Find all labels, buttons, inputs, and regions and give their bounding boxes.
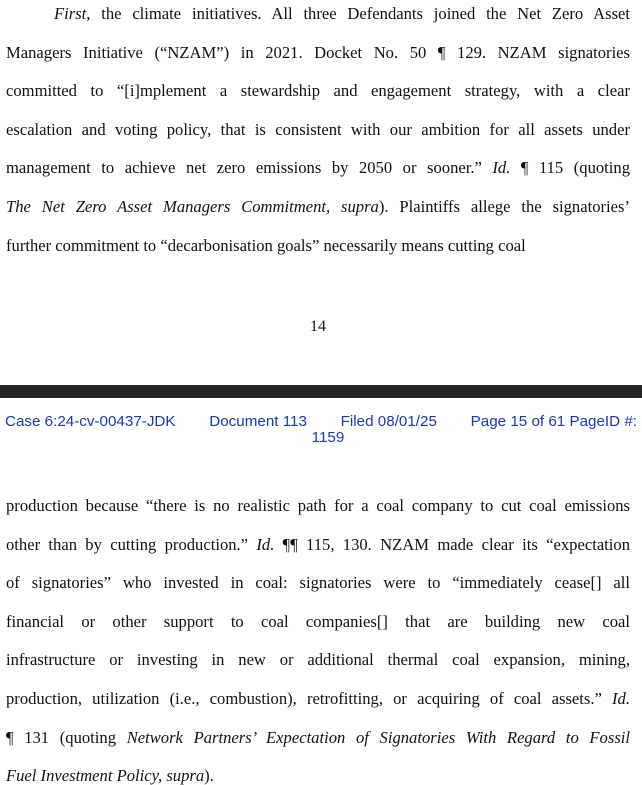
page-info: Page 15 of 61 PageID #: xyxy=(470,413,637,430)
text-line xyxy=(6,81,630,120)
text-segment: infrastructure or investing in new or additional thermal coal expansion, mining, xyxy=(6,650,630,670)
text-segment: ). xyxy=(204,766,214,785)
text-segment: escalation and voting policy, that is consistent with our ambition for all assets under xyxy=(6,119,630,139)
text-line xyxy=(6,689,630,728)
text-segment: ¶ 131 (quoting xyxy=(6,727,127,747)
text-segment: of signatories” who invested in coal: signatories were to “immediately cease[] all xyxy=(6,573,630,593)
text-line xyxy=(6,496,630,535)
text-segment: financial or other support to coal companies[] that are building new coal xyxy=(6,611,630,631)
text-segment: production because “there is no realistic path for a coal company to cut coal emissions xyxy=(6,496,630,515)
text-segment: ¶ 115 (quoting xyxy=(510,158,630,178)
text-line xyxy=(6,4,630,43)
italic-text: First xyxy=(54,4,87,23)
case-header xyxy=(5,414,637,446)
text-segment: committed to “[i]mplement a stewardship and engagement strategy, with a clear xyxy=(6,81,630,101)
text-segment: further commitment to “decarbonisation goals” necessarily means cutting coal xyxy=(6,235,526,255)
text-segment: , the climate initiatives. All three Defendants joined the Net Zero Asset xyxy=(86,4,630,23)
page-number: 14 xyxy=(310,318,326,335)
text-line xyxy=(6,158,630,197)
text-line xyxy=(6,766,630,785)
body-paragraph-bottom xyxy=(6,496,630,785)
text-segment: ). Plaintiffs allege the signatories’ xyxy=(378,196,630,216)
text-line xyxy=(6,573,630,612)
italic-text: Id. xyxy=(256,534,275,554)
page-id: 1159 xyxy=(311,429,345,446)
text-line xyxy=(6,197,630,236)
text-line xyxy=(6,236,630,275)
italic-text: Fuel Investment Policy, supra xyxy=(6,766,205,785)
text-segment: other than by cutting production.” xyxy=(6,534,257,554)
text-line xyxy=(6,612,630,651)
italic-text: The Net Zero Asset Managers Commitment, supra xyxy=(6,196,379,216)
text-line xyxy=(6,728,630,767)
italic-text: Id. xyxy=(492,158,511,178)
body-paragraph-top xyxy=(6,4,630,274)
filed-date: Filed 08/01/25 xyxy=(340,413,437,430)
italic-text: Id. xyxy=(612,688,630,708)
page-break-divider xyxy=(0,385,642,398)
text-segment: production, utilization (i.e., combustion), retrofitting, or acquiring of coal assets.” xyxy=(6,688,613,708)
text-line xyxy=(6,650,630,689)
document-number: Document 113 xyxy=(209,413,307,430)
text-line xyxy=(6,43,630,82)
text-line xyxy=(6,120,630,159)
text-segment: management to achieve net zero emissions by 2050 or sooner.” xyxy=(6,158,493,178)
italic-text: Network Partners’ Expectation of Signatories With Regard to Fossil xyxy=(126,727,630,747)
text-segment: Managers Initiative (“NZAM”) in 2021. Docket No. 50 ¶ 129. NZAM signatories xyxy=(6,42,630,62)
text-line xyxy=(6,535,630,574)
text-segment: ¶¶ 115, 130. NZAM made clear its “expectation xyxy=(274,534,630,554)
case-number: Case 6:24-cv-00437-JDK xyxy=(5,413,176,430)
